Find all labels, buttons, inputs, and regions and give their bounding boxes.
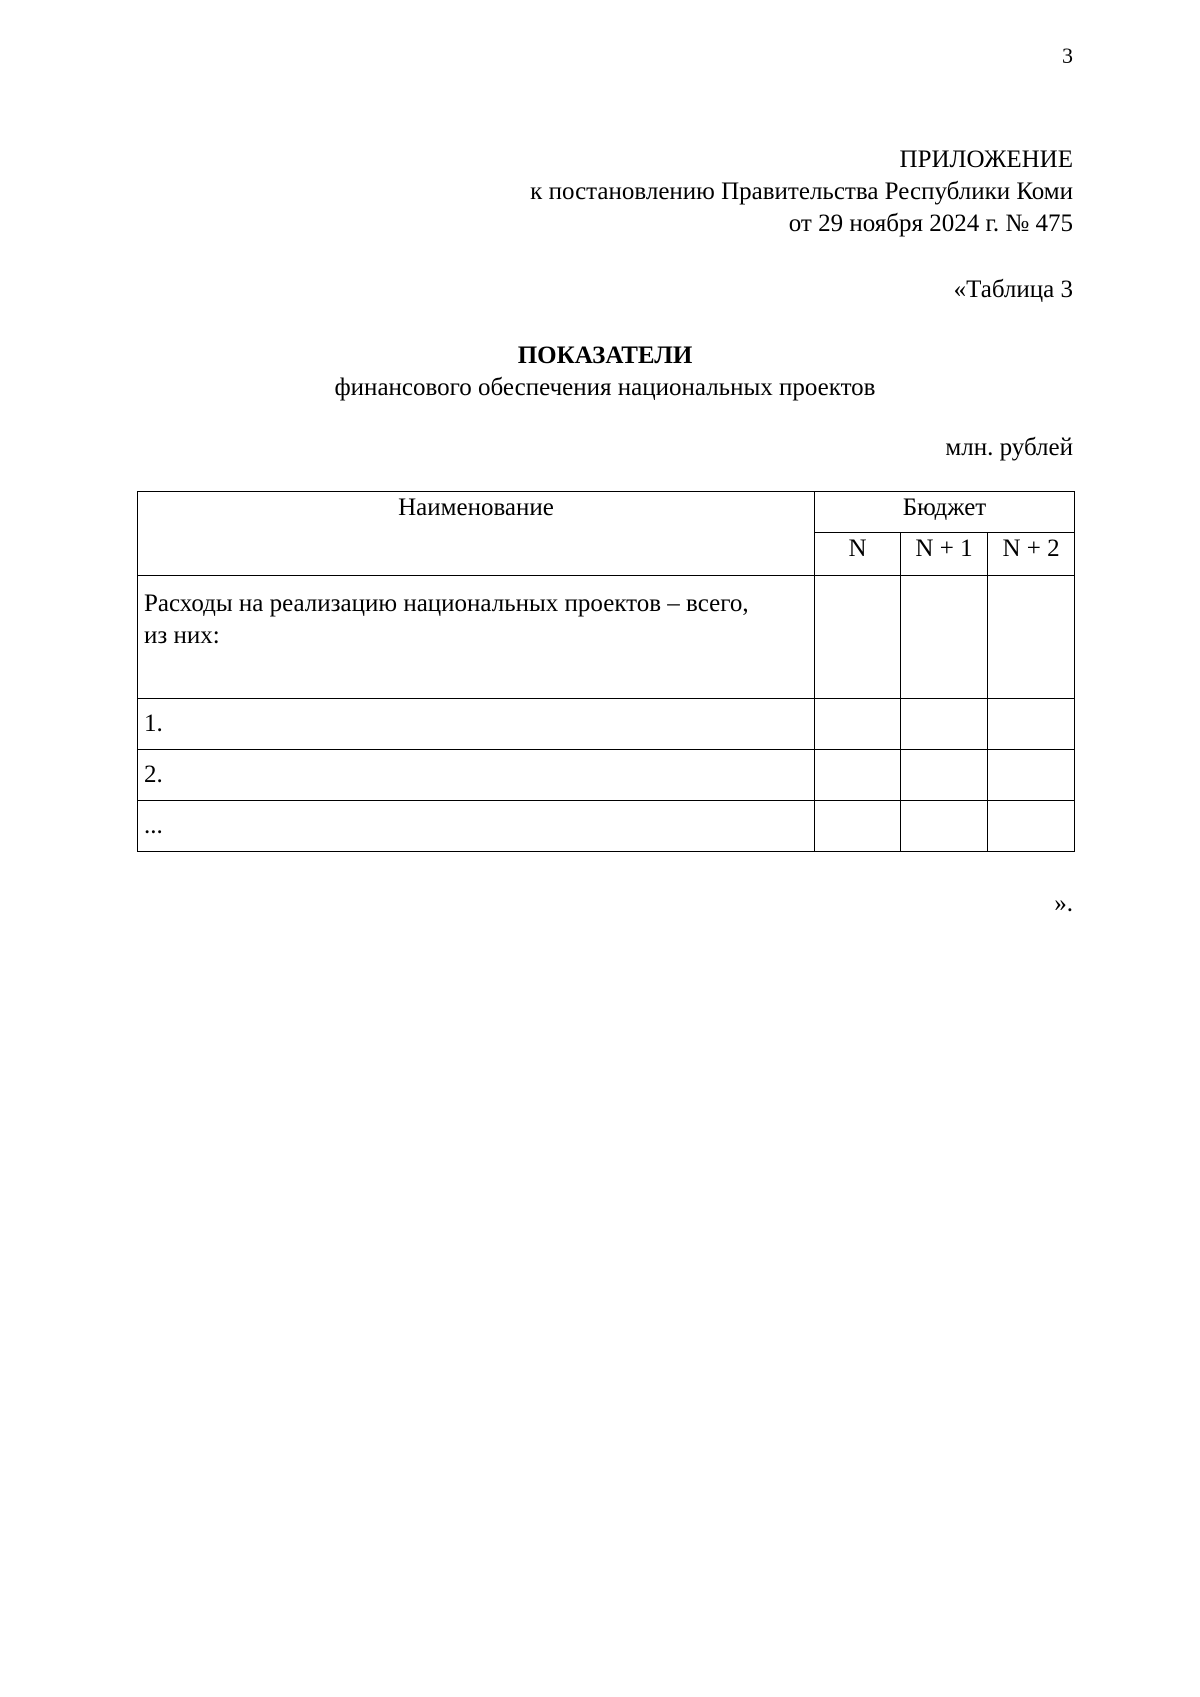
cell-empty [815,576,901,699]
header-year-n2: N + 2 [988,533,1075,576]
table-reference: «Таблица 3 [953,276,1073,303]
table-row [138,801,1075,852]
cell-empty [901,576,988,699]
cell-empty [815,801,901,852]
table-row [138,699,1075,750]
row-name: 2. [138,750,815,801]
closing-quote: ». [1054,890,1073,917]
appendix-title: ПРИЛОЖЕНИЕ [899,146,1073,173]
table-row [138,576,1075,699]
cell-empty [988,699,1075,750]
units-label: млн. рублей [945,434,1073,461]
cell-empty [988,750,1075,801]
document-heading [137,340,1073,404]
header-budget: Бюджет [815,492,1075,533]
header-name: Наименование [138,492,815,576]
appendix-line-1: к постановлению Правительства Республики Коми [530,178,1073,205]
table-header-row [138,492,1075,533]
cell-empty [988,576,1075,699]
cell-empty [901,699,988,750]
cell-empty [815,750,901,801]
row-name: 1. [138,699,815,750]
row-name-total [138,576,815,699]
heading-subtitle: финансового обеспечения национальных проектов [334,374,876,401]
row-name-total-line2: из них: [144,622,220,649]
page-number: 3 [1062,43,1073,68]
header-year-n1: N + 1 [901,533,988,576]
row-name-total-line1: Расходы на реализацию национальных проектов – всего, [144,590,749,617]
table-row [138,750,1075,801]
cell-empty [988,801,1075,852]
header-year-n: N [815,533,901,576]
cell-empty [901,801,988,852]
heading-title: ПОКАЗАТЕЛИ [517,342,693,369]
appendix-line-2: от 29 ноября 2024 г. № 475 [788,210,1073,237]
cell-empty [901,750,988,801]
cell-empty [815,699,901,750]
row-name: ... [138,801,815,852]
financial-indicators-table [137,491,1075,852]
appendix-block [530,144,1073,240]
